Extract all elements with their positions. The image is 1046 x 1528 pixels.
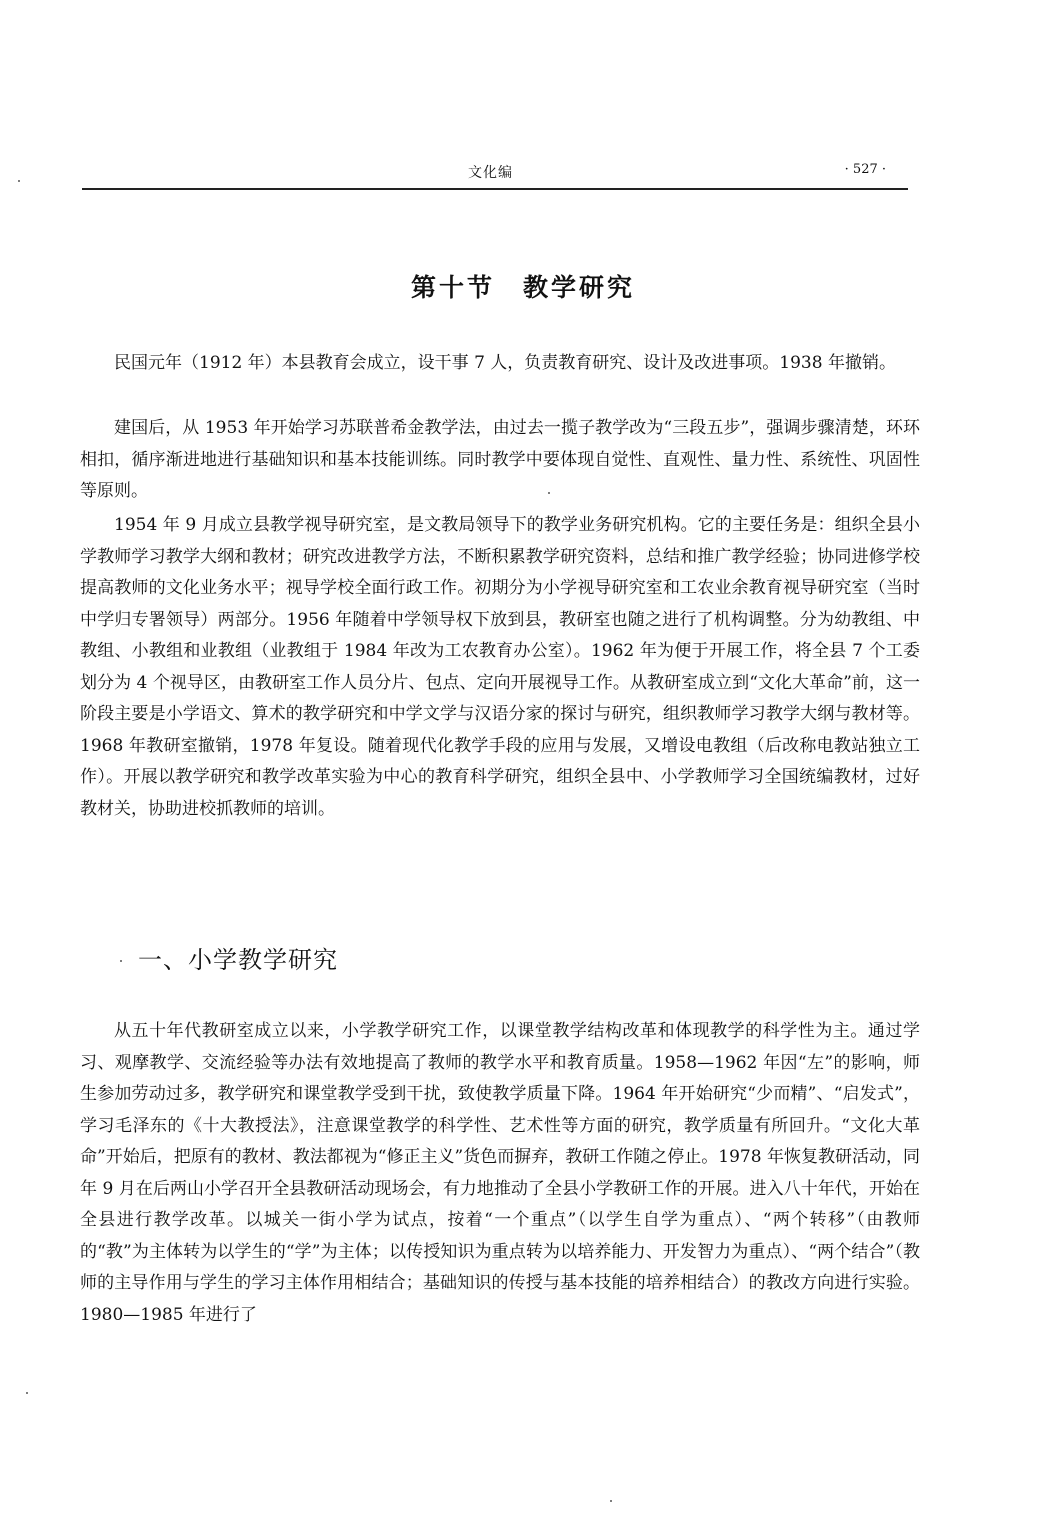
paragraph-1: 民国元年（1912 年）本县教育会成立，设干事 7 人，负责教育研究、设计及改进事项。1938 年撤销。 <box>114 353 896 373</box>
header-page-number: · 527 · <box>844 162 886 177</box>
paragraph-4: 从五十年代教研室成立以来，小学教学研究工作，以课堂教学结构改革和体现教学的科学性为主。通过学习、观摩教学、交流经验等办法有效地提高了教师的教学水平和教育质量。1958—1962 年因“左”的影响，师生参加劳动过多，教学研究和课堂教学受到干扰，致使教学质量下降。1964 年开始研究“少而精”、“启发式”，学习毛泽东的《十大教授法》，注意课堂教学的科学性、艺术性等方面的研究，教学质量有所回升。“文化大革命”开始后，把原有的教材、教法都视为“修正主义”货色而摒弃，教研工作随之停止。1978 年恢复教研活动，同年 9 月在后两山小学召开全县教研活动现场会，有力地推动了全县小学教研工作的开展。进入八十年代，开始在全县进行教学改革。以城关一街小学为试点，按着“一个重点”（以学生自学为重点）、“两个转移”（由教师的“教”为主体转为以学生的“学”为主体；以传授知识为重点转为以培养能力、开发智力为重点）、“两个结合”（教师的主导作用与学生的学习主体作用相结合；基础知识的传授与基本技能的培养相结合）的教改方向进行实验。1980—1985 年进行了 <box>80 1021 920 1325</box>
running-header <box>82 158 908 188</box>
paragraph-3: 1954 年 9 月成立县教学视导研究室，是文教局领导下的教学业务研究机构。它的主要任务是：组织全县小学教师学习教学大纲和教材；研究改进教学方法，不断积累教学研究资料，总结和推广教学经验；协同进修学校提高教师的文化业务水平；视导学校全面行政工作。初期分为小学视导研究室和工农业余教育视导研究室（当时中学归专署领导）两部分。1956 年随着中学领导权下放到县，教研室也随之进行了机构调整。分为幼教组、中教组、小教组和业教组（业教组于 1984 年改为工农教育办公室）。1962 年为便于开展工作，将全县 7 个工委划分为 4 个视导区，由教研室工作人员分片、包点、定向开展视导工作。从教研室成立到“文化大革命”前，这一阶段主要是小学语文、算术的教学研究和中学文学与汉语分家的探讨与研究，组织教师学习教学大纲与教材等。1968 年教研室撤销，1978 年复设。随着现代化教学手段的应用与发展，又增设电教组（后改称电教站独立工作）。开展以教学研究和教学改革实验为中心的教育科学研究，组织全县中、小学教师学习全国统编教材，过好教材关，协助进校抓教师的培训。 <box>80 515 920 819</box>
header-section-name: 文化编 <box>468 165 513 181</box>
scan-speck <box>120 960 122 962</box>
scan-speck <box>548 492 550 494</box>
section-title: 第十节 教学研究 <box>410 273 635 302</box>
subsection-title: 一、小学教学研究 <box>138 946 338 974</box>
scan-speck <box>26 1392 28 1394</box>
header-rule <box>82 188 908 190</box>
scan-speck <box>610 1500 612 1502</box>
scan-speck <box>18 180 20 182</box>
paragraph-2: 建国后，从 1953 年开始学习苏联普希金教学法，由过去一揽子教学改为“三段五步”，强调步骤清楚，环环相扣，循序渐进地进行基础知识和基本技能训练。同时教学中要体现自觉性、直观性、量力性、系统性、巩固性等原则。 <box>80 418 920 501</box>
